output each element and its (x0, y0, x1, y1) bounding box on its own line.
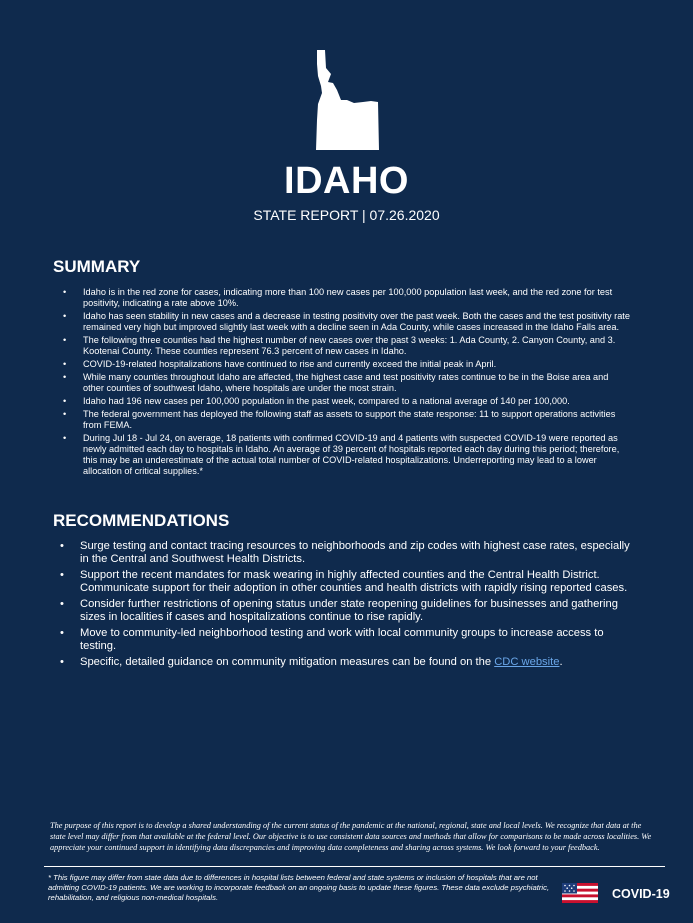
us-flag-icon (562, 883, 598, 903)
covid-19-badge: COVID-19 (612, 887, 670, 901)
summary-item: • Idaho has seen stability in new cases and a decrease in testing positivity over the past week. Both the cases and the test positivity rate remained very high but improved slightly last week with a decline seen in Ada County, while cases increased in the Idaho Falls area. (83, 311, 631, 333)
summary-item: • Idaho had 196 new cases per 100,000 population in the past week, compared to a national average of 140 per 100,000. (83, 396, 631, 407)
summary-list (83, 287, 631, 479)
recommendation-item-cdc (80, 656, 635, 669)
summary-item: • The federal government has deployed the following staff as assets to support the state response: 11 to support operations activities from FEMA. (83, 409, 631, 431)
hospital-footnote: * This figure may differ from state data due to differences in hospital lists between federal and state systems or inclusion of hospitals that are not admitting COVID-19 patients. We are working to incorporate feedback on an ongoing basis to update these figures. These data exclude psychiatric, rehabilitation, and religious non-medical hospitals. (48, 873, 550, 902)
summary-item: • COVID-19-related hospitalizations have continued to rise and currently exceed the initial peak in April. (83, 359, 631, 370)
recommendation-item: • Support the recent mandates for mask wearing in highly affected counties and the Central Health District. Communicate support for their adoption in other counties and health districts with rapidly rising reported cases. (80, 569, 635, 595)
recommendation-item: • Surge testing and contact tracing resources to neighborhoods and zip codes with highest case rates, especially in the Central and Southwest Health Districts. (80, 540, 635, 566)
state-name: IDAHO (284, 160, 409, 202)
recommendation-item: • Consider further restrictions of opening status under state reopening guidelines for businesses and gathering sizes in localities if cases and hospitalizations continue to rise rapidly. (80, 598, 635, 624)
idaho-state-icon (314, 46, 380, 150)
report-date: STATE REPORT | 07.26.2020 (253, 207, 440, 223)
recommendations-list (80, 540, 635, 671)
recommendation-text: Specific, detailed guidance on community mitigation measures can be found on the (80, 655, 495, 668)
purpose-statement: The purpose of this report is to develop a shared understanding of the current status of the pandemic at the national, regional, state and local levels. We recognize that data at the state level may differ from that available at the federal level. Our objective is to use consistent data sources and methods that allow for comparisons to be made across localities. We appreciate your continued support in identifying data discrepancies and improving data completeness and sharing across systems. We look forward to your feedback. (50, 821, 652, 853)
summary-item: • The following three counties had the highest number of new cases over the past 3 weeks: 1. Ada County, 2. Canyon County, and 3. Kootenai County. These counties represent 76.3 percent of new cases in Idaho. (83, 335, 631, 357)
summary-heading: SUMMARY (53, 257, 141, 276)
footer-divider (44, 866, 665, 867)
summary-item: • During Jul 18 - Jul 24, on average, 18 patients with confirmed COVID-19 and 4 patients with suspected COVID-19 were reported as newly admitted each day to hospitals in Idaho. An average of 39 percent of hospitals reported each day during this period; therefore, this may be an underestimate of the actual total number of COVID-related hospitalizations. Underreporting may lead to a lower allocation of critical supplies.* (83, 433, 631, 477)
summary-item: • Idaho is in the red zone for cases, indicating more than 100 new cases per 100,000 population last week, and the red zone for test positivity, indicating a rate above 10%. (83, 287, 631, 309)
cdc-website-link[interactable]: CDC website (494, 655, 560, 668)
recommendations-heading: RECOMMENDATIONS (53, 511, 230, 530)
summary-item: • While many counties throughout Idaho are affected, the highest case and test positivity rates continue to be in the Boise area and other counties of southwest Idaho, where hospitals are under the most strain. (83, 372, 631, 394)
recommendation-item: • Move to community-led neighborhood testing and work with local community groups to increase access to testing. (80, 627, 635, 653)
recommendation-text-end: . (559, 655, 563, 668)
